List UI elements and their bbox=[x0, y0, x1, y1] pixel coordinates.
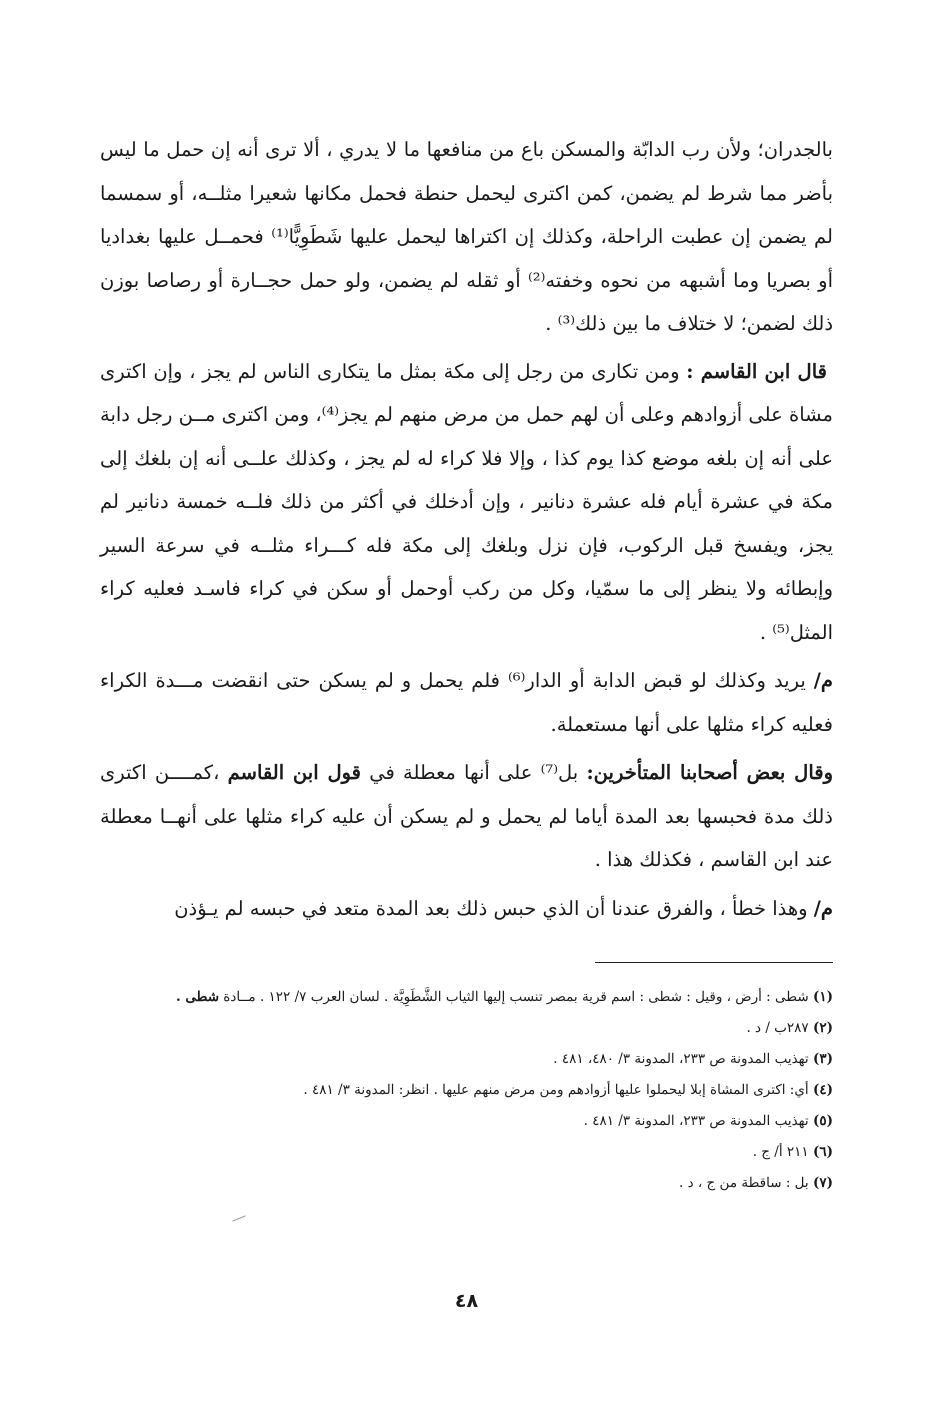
stray-pen-mark bbox=[232, 1215, 245, 1221]
footnote-5-text: تهذيب المدونة ص ٢٣٣، المدونة ٣/ ٤٨١ . bbox=[583, 1113, 813, 1129]
paragraph-3-text: يريد وكذلك لو قبض الدابة أو الدار⁽⁶⁾ فلم يحمل و لم يسكن حتى انقضت مـــدة الكراء فعليه كراء مثلها على أنها مستعملة. bbox=[100, 669, 833, 736]
paragraph-2 bbox=[100, 350, 833, 655]
footnote-7-number: (٧) bbox=[812, 1175, 833, 1191]
footnote-6 bbox=[100, 1137, 833, 1168]
footnote-3-number: (٣) bbox=[812, 1051, 833, 1067]
paragraph-5-text: وهذا خطأ ، والفرق عندنا أن الذي حبس ذلك بعد المدة متعد في حبسه لم يـؤذن bbox=[174, 896, 814, 920]
paragraph-5 bbox=[100, 887, 833, 931]
paragraph-5-speaker: م/ bbox=[813, 896, 833, 920]
footnote-5 bbox=[100, 1106, 833, 1137]
paragraph-2-speaker: قال ابن القاسم : bbox=[686, 359, 827, 383]
footnotes bbox=[100, 982, 833, 1199]
footnote-2 bbox=[100, 1013, 833, 1044]
main-text bbox=[100, 128, 833, 930]
footnote-2-number: (٢) bbox=[812, 1020, 833, 1036]
footnote-3 bbox=[100, 1044, 833, 1075]
paragraph-2-text: ومن تكارى من رجل إلى مكة بمثل ما يتكارى الناس لم يجز ، وإن اكترى مشاة على أزوادهم وعلى أن لهم حمل من مرض منهم لم يجز⁽⁴⁾، ومن اكترى مــن رجل دابة على أنه إن بلغه موضع كذا يوم كذا ، وإلا فلا كراء له لم يجز ، وكذلك علــى أنه إن بلغك إلى مكة في عشرة أيام فله عشرة دنانير ، وإن أدخلك في أكثر من ذلك فلــه خمسة دنانير لم يجز، ويفسخ قبل الركوب، فإن نزل وبلغك إلى مكة فله كـــراء مثلــه في سرعة السير وإبطائه ولا ينظر إلى ما سمّيا، وكل من ركب أوحمل أو سكن في كراء فاسـد فعليه كراء المثل⁽⁵⁾ . bbox=[100, 359, 833, 644]
footnote-1 bbox=[100, 982, 833, 1013]
footnote-1-key: شطى . bbox=[175, 989, 220, 1005]
page-number: ٤٨ bbox=[454, 1290, 479, 1312]
footnote-4-number: (٤) bbox=[812, 1082, 833, 1098]
paragraph-1-text: بالجدران؛ ولأن رب الدابّة والمسكن باع من منافعها ما لا يدري ، ألا ترى أنه إن حمل ما ليس بأضر مما شرط لم يضمن، كمن اكترى ليحمل حنطة فحمل مكانها شعيرا مثلــه، أو سمسما لم يضمن إن عطبت الراحلة، وكذلك إن اكتراها ليحمل عليها شَطَوِيًّا⁽¹⁾ فحمــل عليها بغداديا أو بصريا وما أشبهه من نحوه وخفته⁽²⁾ أو ثقله لم يضمن، ولو حمل حجــارة أو رصاصا بوزن ذلك لضمن؛ لا ختلاف ما بين ذلك⁽³⁾ . bbox=[100, 138, 834, 335]
footnote-3-text: تهذيب المدونة ص ٢٣٣، المدونة ٣/ ٤٨٠، ٤٨١ . bbox=[553, 1051, 813, 1067]
paragraph-4-text2: ،كمــــن اكترى ذلك مدة فحبسها بعد المدة أياما لم يحمل و لم يسكن أن عليه كراء مثلها على أنهــا معطلة عند ابن القاسم ، فكذلك هذا . bbox=[100, 761, 833, 871]
footnote-1-number: (١) bbox=[812, 989, 833, 1005]
footnote-6-number: (٦) bbox=[812, 1144, 833, 1160]
footnote-1-text: شطى : أرض ، وقيل : شطى : اسم قرية بمصر تنسب إليها الثياب الشَّطَوِيَّة . لسان العرب ٧/ ١٢٢ . مــادة bbox=[219, 989, 813, 1005]
footnote-6-text: ٢١١ أ/ ج . bbox=[752, 1144, 813, 1160]
paragraph-3-speaker: م/ bbox=[813, 669, 833, 692]
footnote-7-text: بل : ساقطة من ج ، د . bbox=[679, 1175, 813, 1191]
footnote-7 bbox=[100, 1168, 833, 1199]
paragraph-4-bold: قول ابن القاسم bbox=[227, 761, 362, 784]
paragraph-3 bbox=[100, 659, 833, 746]
paragraph-1 bbox=[100, 128, 833, 346]
paragraph-4-text: بل⁽⁷⁾ على أنها معطلة في bbox=[361, 761, 587, 784]
paragraph-4-speaker: وقال بعض أصحابنا المتأخرين: bbox=[586, 761, 834, 784]
footnote-5-number: (٥) bbox=[812, 1113, 833, 1129]
footnote-2-text: ٢٨٧ب / د . bbox=[746, 1020, 813, 1036]
page-body bbox=[100, 128, 833, 935]
paragraph-4 bbox=[100, 751, 833, 882]
footnote-4 bbox=[100, 1075, 833, 1106]
footnote-4-text: أي: اكترى المشاة إبلا ليحملوا عليها أزوادهم ومن مرض منهم عليها . انظر: المدونة ٣/ ٤٨١ . bbox=[303, 1082, 813, 1098]
footnote-separator bbox=[595, 962, 833, 963]
